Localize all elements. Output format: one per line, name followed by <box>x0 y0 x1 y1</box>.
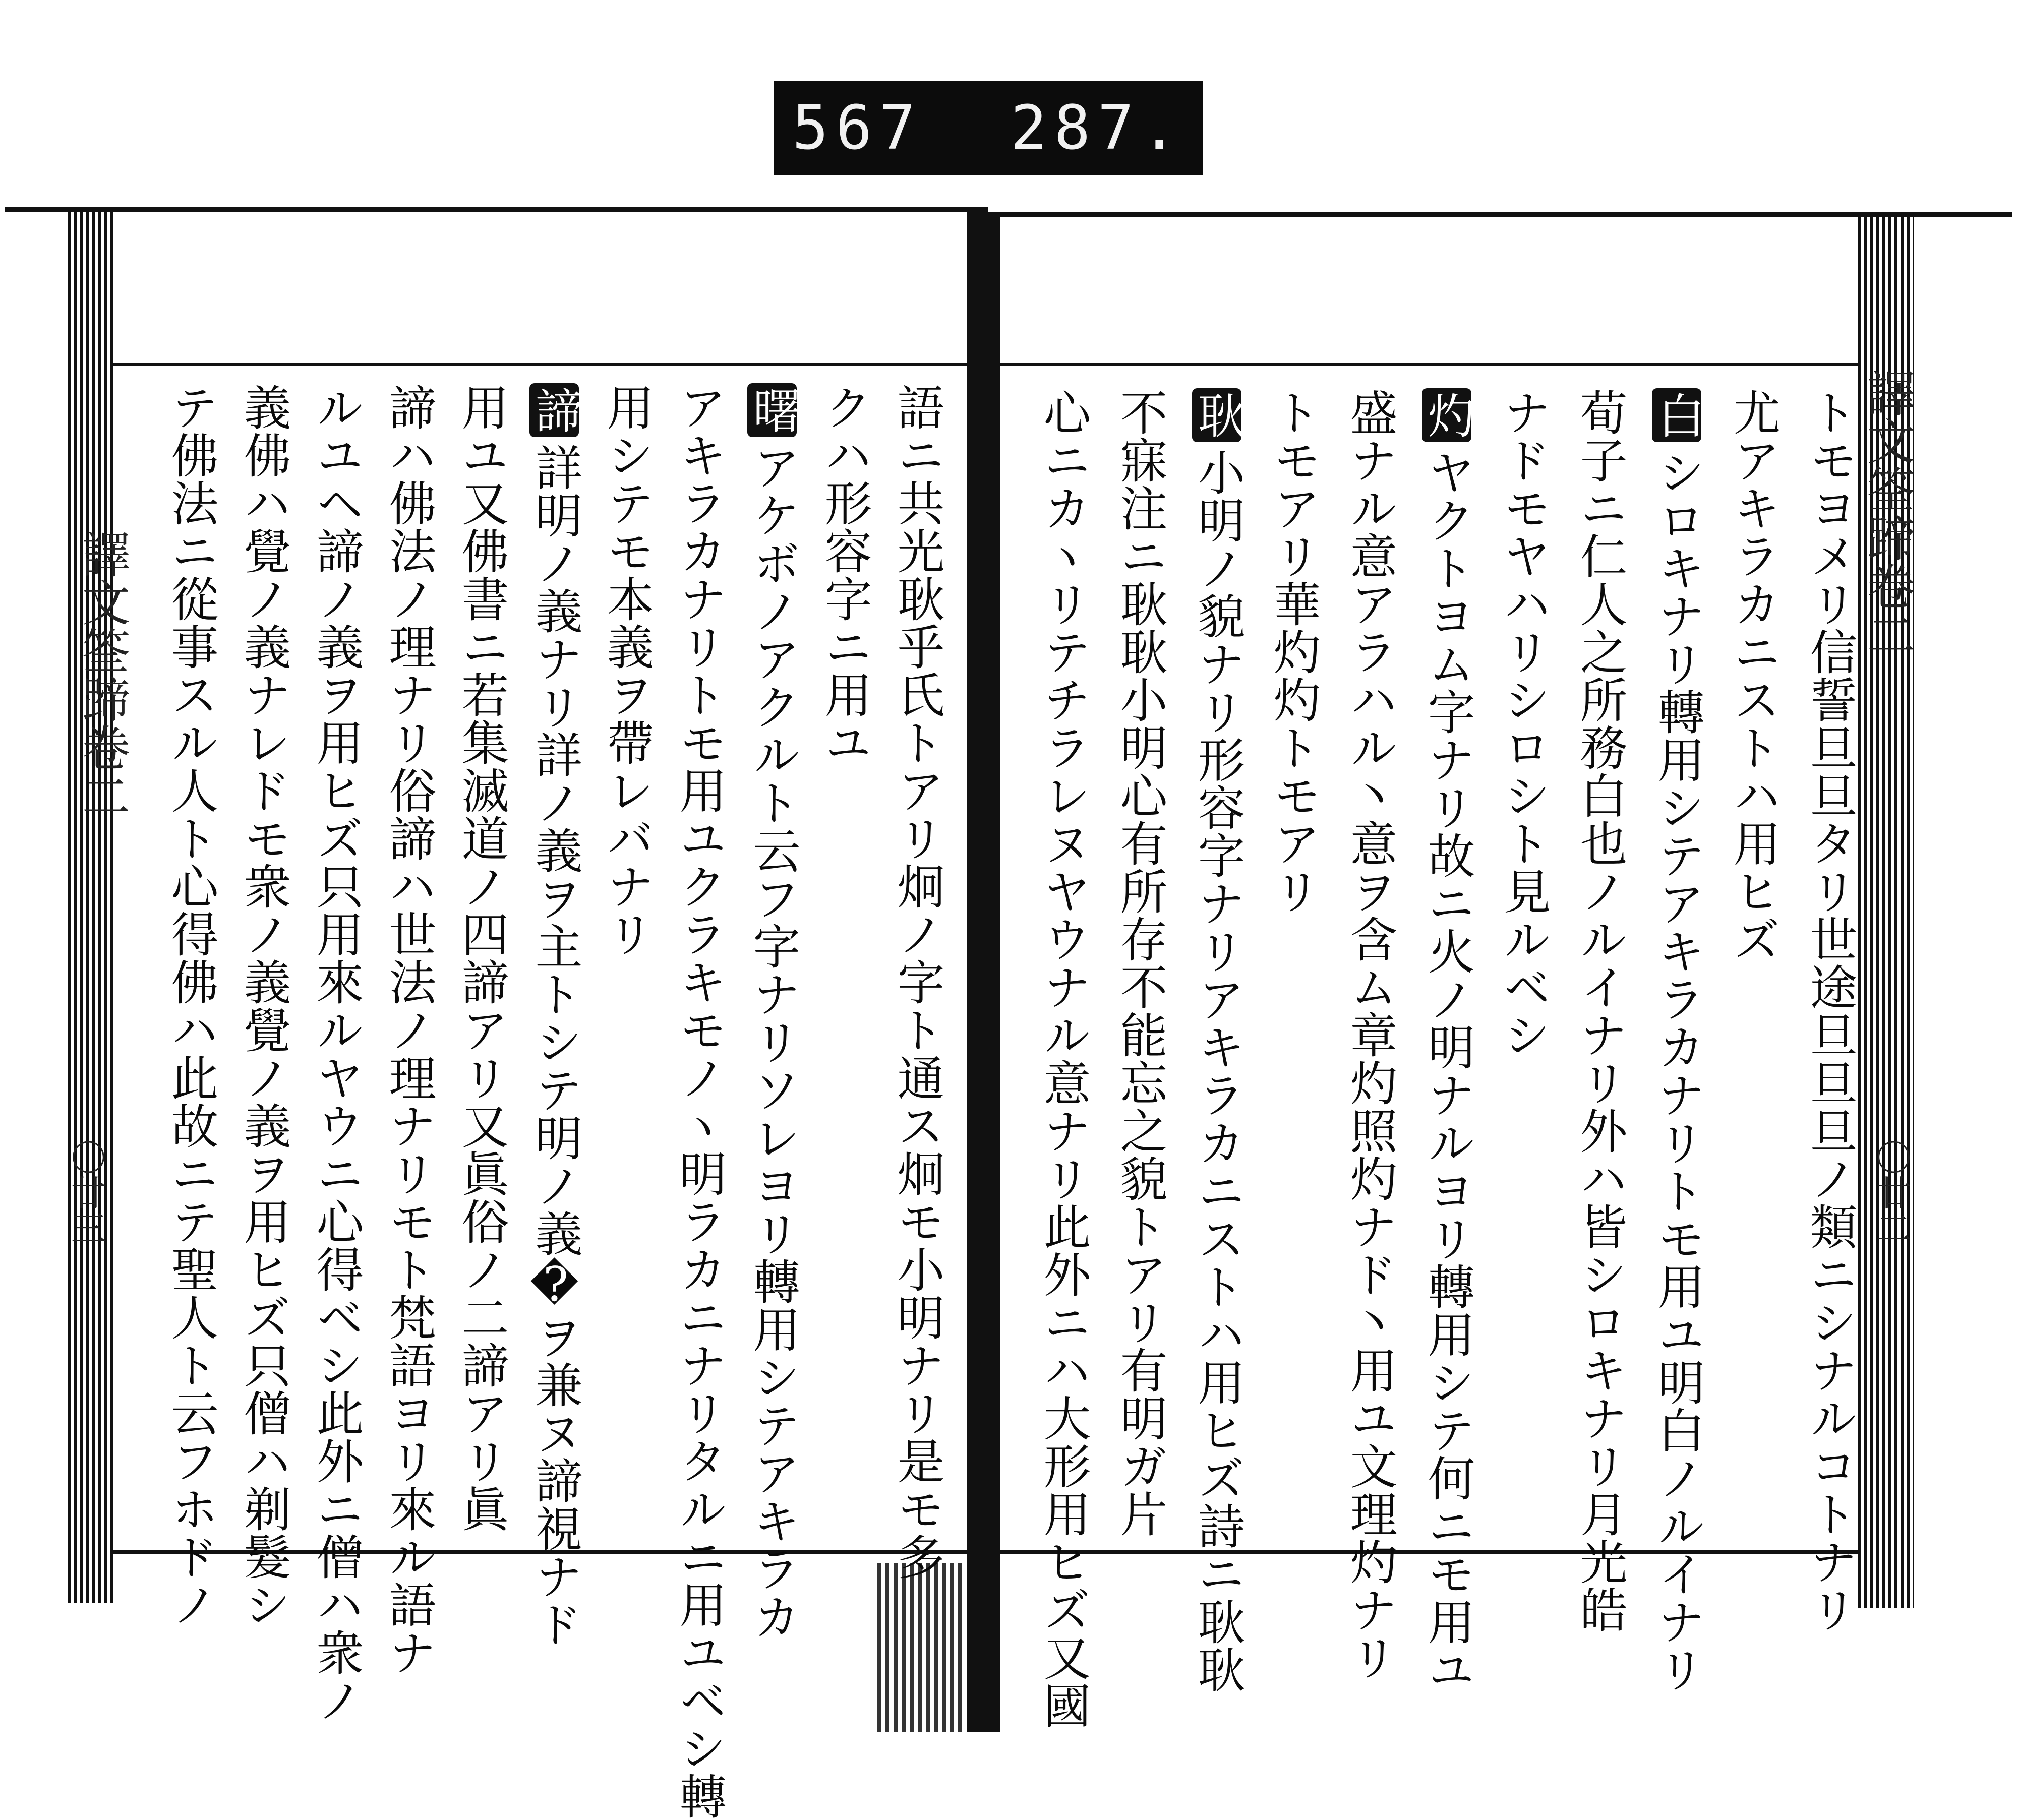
text-column <box>1649 388 1704 1693</box>
text-column: クハ形容字ニ用ユ <box>816 383 871 766</box>
text-column: 義佛ハ覺ノ義ナレドモ衆ノ義覺ノ義ヲ用ヒズ只僧ハ剃髮シ <box>235 383 290 1628</box>
headword-badge: 曙 <box>747 383 797 437</box>
text-column <box>1419 388 1474 1693</box>
text-column: 用ユ又佛書ニ若集滅道ノ四諦アリ又眞俗ノ二諦アリ眞 <box>453 383 508 1533</box>
text-column: ナドモヤハリシロシト見ルベシ <box>1495 388 1550 1059</box>
text-column <box>1190 388 1244 1693</box>
bottom-border <box>111 1550 1906 1554</box>
text-column: テ佛法ニ從事スル人ト心得佛ハ此故ニテ聖人ト云フホドノ <box>163 383 218 1628</box>
top-border-left <box>5 207 988 212</box>
column-text: シロキナリ轉用シテアキラカナリトモ用ユ明白ノルイナリ <box>1649 448 1704 1693</box>
column-text: ヤクトヨム字ナリ故ニ火ノ明ナルヨリ轉用シテ何ニモ用ユ <box>1419 448 1474 1693</box>
film-label <box>774 81 1203 175</box>
text-column <box>527 383 582 1648</box>
gutter-shadow <box>877 1563 963 1732</box>
text-column: トモアリ華灼灼トモアリ <box>1265 388 1320 915</box>
text-column: 荀子ニ仁人之所務白也ノルイナリ外ハ皆シロキナリ月光皓 <box>1572 388 1627 1633</box>
column-text: 詳明ノ義ナリ詳ノ義ヲ主トシテ明ノ義�ヲ兼ヌ諦視ナド <box>527 443 582 1648</box>
text-column: トモヨメリ信誓旦旦タリ世途旦旦旦ノ類ニシナルコトナリ <box>1802 388 1857 1633</box>
text-column: ルユヘ諦ノ義ヲ用ヒズ只用來ルヤウニ心得ベシ此外ニ僧ハ衆ノ <box>308 383 363 1724</box>
headword-badge: 灼 <box>1422 388 1471 442</box>
text-column: 心ニカヽリテチラレヌヤウナル意ナリ此外ニハ大形用ヒズ又國 <box>1035 388 1090 1729</box>
text-column: 語ニ共光耿乎氏トアリ炯ノ字ト通ス炯モ小明ナリ是モ多 <box>889 383 944 1581</box>
left-margin-folio: 〇廿三 <box>65 1139 106 1245</box>
text-column: 盛ナル意アラハル丶意ヲ含ム章灼照灼ナド丶用ユ文理灼ナリ <box>1342 388 1397 1681</box>
column-text: アケボノアクルト云フ字ナリソレヨリ轉用シテアキラカ <box>745 443 800 1641</box>
column-text: 小明ノ貌ナリ形容字ナリアキラカニストハ用ヒズ詩ニ耿耿 <box>1190 448 1244 1693</box>
inner-frame-top <box>111 363 1906 366</box>
text-column: アキラカナリトモ用ユクラキモノヽ明ラカニナリタルニ用ユベシ轉 <box>671 383 726 1820</box>
text-column: 尤アキラカニストハ用ヒズ <box>1725 388 1780 963</box>
text-column: 用シテモ本義ヲ帶レバナリ <box>599 383 654 958</box>
headword-badge: 耿 <box>1192 388 1241 442</box>
right-margin-title: 譯文筌蹄卷二 <box>1859 368 1916 658</box>
film-label-right: 287. <box>1011 93 1184 163</box>
text-column: 諦ハ佛法ノ理ナリ俗諦ハ世法ノ理ナリモト梵語ヨリ來ル語ナ <box>381 383 436 1676</box>
center-gutter <box>967 212 1000 1732</box>
left-margin-title: 譯文筌蹄卷二 <box>74 529 131 820</box>
headword-badge: 白 <box>1652 388 1701 442</box>
text-column <box>745 383 800 1641</box>
film-label-left: 567 <box>792 93 923 163</box>
headword-badge: 諦 <box>529 383 579 437</box>
text-column: 不寐注ニ耿耿小明心有所存不能忘之貌トアリ有明ガ片 <box>1112 388 1167 1538</box>
left-page-edge <box>68 212 113 1603</box>
right-margin-folio: 〇廿二 <box>1870 1139 1912 1245</box>
top-border-right <box>998 212 2012 217</box>
